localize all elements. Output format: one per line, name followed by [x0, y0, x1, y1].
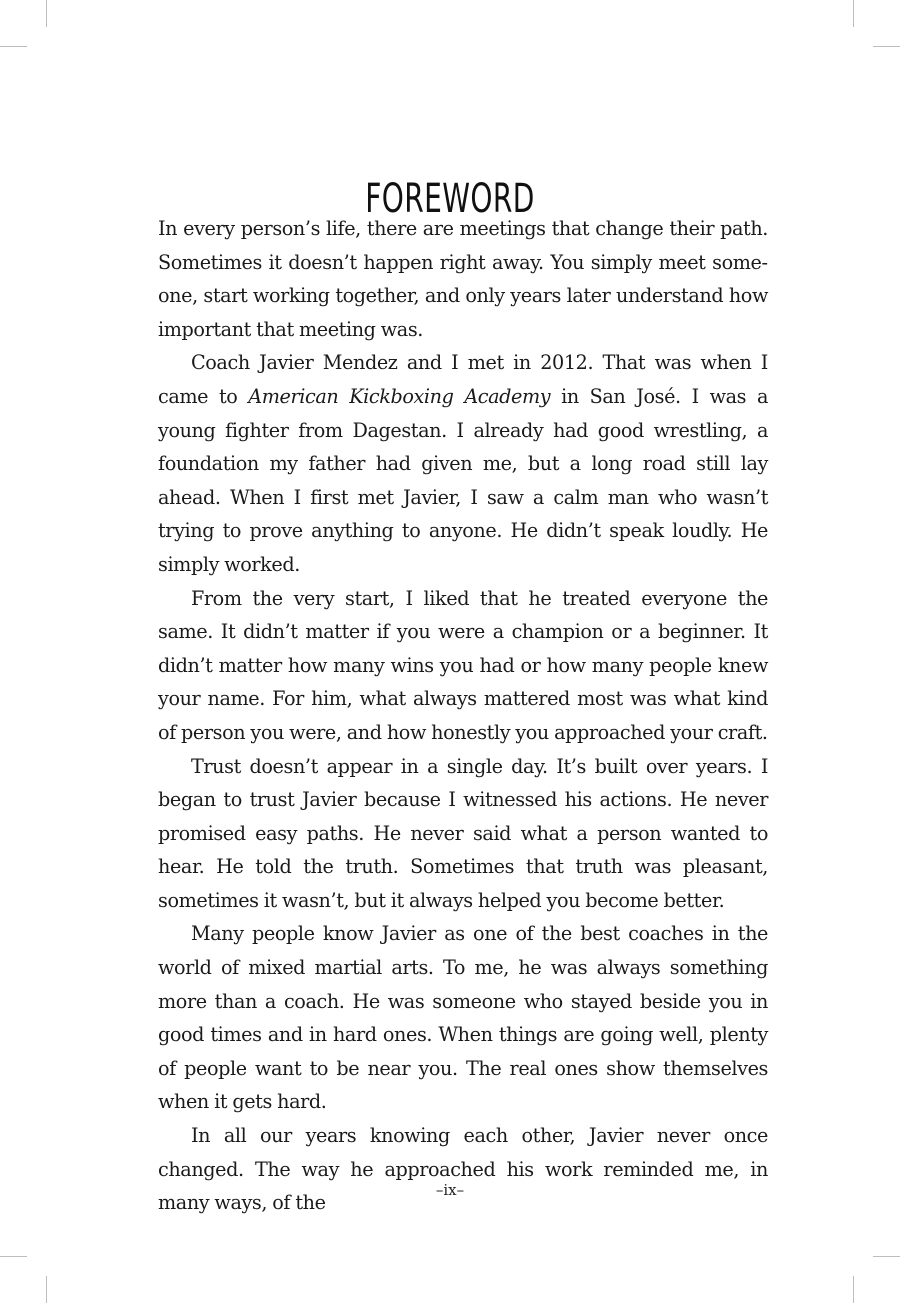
chapter-title: FOREWORD	[365, 175, 535, 222]
paragraph-5: Many people know Javier as one of the best coaches in the world of mixed martial arts. To me, he was always something more than a coach. He was someone who stayed beside you in good times and in hard ones. When things are going well, plenty of people want to be near you. The real ones show themselves when it gets hard.	[158, 922, 768, 1114]
academy-name: American Kickboxing Academy	[248, 384, 551, 408]
paragraph-2	[158, 346, 768, 581]
paragraph-2-after: in San José. I was a young fighter from Dagestan. I already had good wrestling, a foundation my father had given me, but a long road still lay ahead. When I first met Javier, I saw a calm man who wasn’t trying to prove anything to anyone. He didn’t speak loudly. He simply worked.	[158, 384, 769, 576]
paragraph-4: Trust doesn’t appear in a single day. It’s built over years. I began to trust Javier because I witnessed his actions. He never promised easy paths. He never said what a person wanted to hear. He told the truth. Sometimes that truth was pleasant, sometimes it wasn’t, but it always helped you become better.	[158, 754, 768, 912]
page-number: –ix–	[435, 1181, 465, 1199]
crop-mark-bottom-left-horizontal	[0, 1256, 27, 1257]
crop-mark-bottom-left-vertical	[46, 1276, 47, 1303]
crop-mark-bottom-right-horizontal	[873, 1256, 900, 1257]
paragraph-6: In all our years knowing each other, Javier never once changed. The way he approached his work reminded me, in many ways, of the	[158, 1124, 768, 1215]
crop-mark-bottom-right-vertical	[853, 1276, 854, 1303]
paragraph-3: From the very start, I liked that he treated everyone the same. It didn’t matter if you were a champion or a beginner. It didn’t matter how many wins you had or how many people knew your name. For him, what always mattered most was what kind of person you were, and how honestly you approached your craft.	[158, 586, 768, 744]
foreword-body	[158, 212, 768, 1220]
crop-mark-top-left-horizontal	[0, 46, 27, 47]
paragraph-1: In every person’s life, there are meetings that change their path. Sometimes it doesn’t happen right away. You simply meet someone, start working together, and only years later understand how important that meeting was.	[158, 217, 768, 341]
crop-mark-top-right-vertical	[853, 0, 854, 27]
paragraph-2-before: Coach Javier Mendez and I met in 2012. That was when I came to	[158, 351, 768, 408]
crop-mark-top-right-horizontal	[873, 46, 900, 47]
crop-mark-top-left-vertical	[46, 0, 47, 27]
